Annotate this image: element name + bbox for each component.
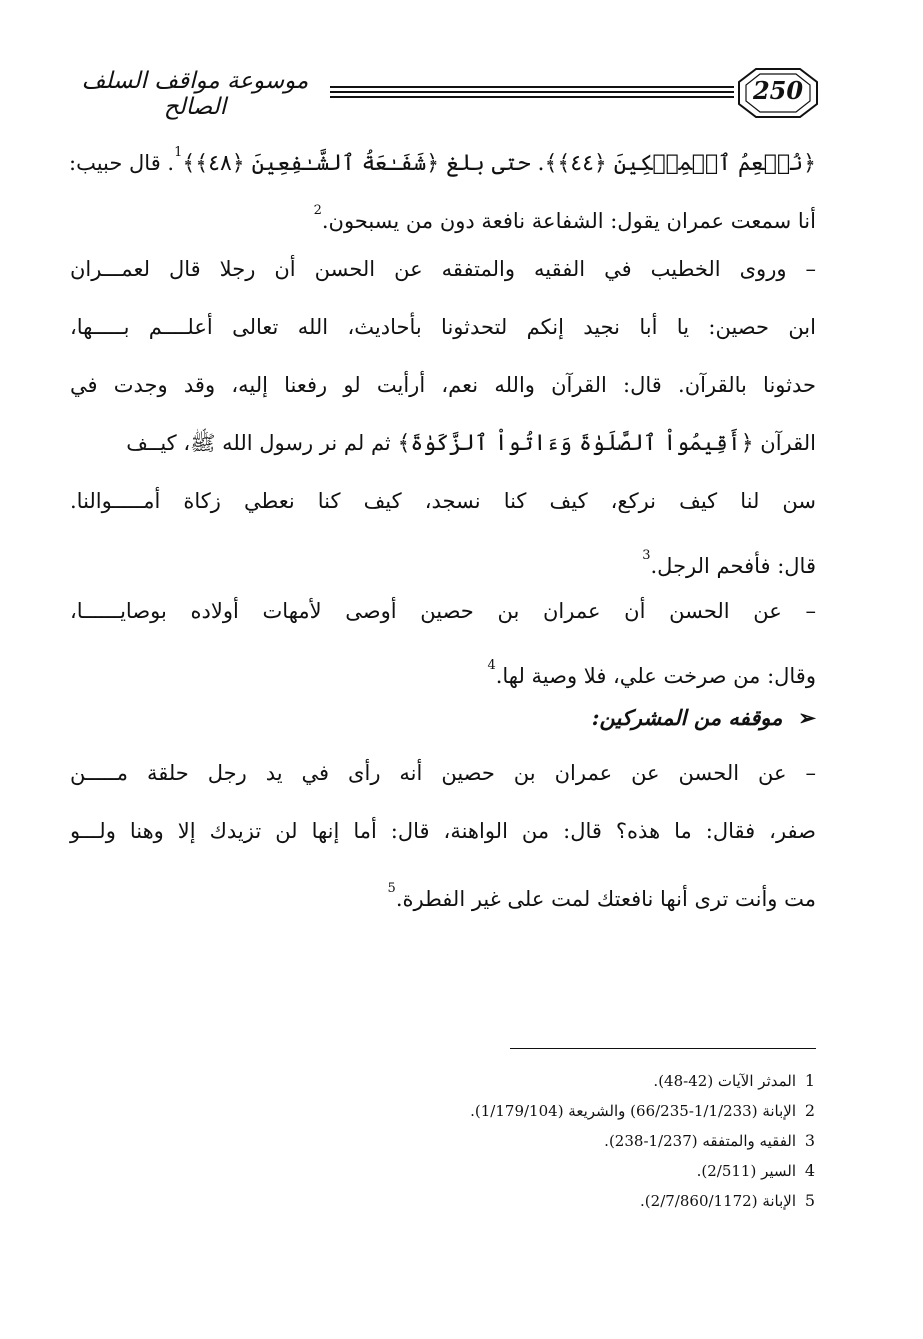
text-line bbox=[70, 182, 816, 240]
text-line bbox=[70, 414, 816, 472]
text-span: ثم لم نر رسول الله ﷺ، كيــف bbox=[126, 431, 391, 455]
section-heading bbox=[70, 692, 816, 744]
footnote-ref[interactable]: 4 bbox=[487, 658, 496, 673]
text-line: – عن الحسن أن عمران بن حصين أوصى لأمهات أولاده بوصايــــــا، bbox=[70, 599, 816, 623]
heading-text: موقفه من المشركين: bbox=[591, 705, 783, 730]
footnote-number: 4 bbox=[804, 1161, 815, 1180]
footnote-number: 3 bbox=[804, 1131, 815, 1150]
footnote-text: الفقيه والمتفقه (1/237-238). bbox=[604, 1132, 797, 1150]
main-text bbox=[70, 124, 816, 918]
running-title: موسوعة مواقف السلف الصالح bbox=[81, 68, 309, 120]
header-rule bbox=[330, 86, 734, 88]
footnote-text: السير (2/511). bbox=[696, 1162, 797, 1180]
footnotes bbox=[300, 1066, 815, 1216]
footnote-ref[interactable]: 2 bbox=[313, 203, 322, 218]
text-line: سن لنا كيف نركع، كيف كنا نسجد، كيف كنا نعطي زكاة أمـــــوالنا. bbox=[70, 489, 816, 513]
header-rule bbox=[330, 96, 734, 98]
text-line bbox=[70, 860, 816, 918]
text-line: – عن الحسن عن عمران بن حصين أنه رأى في يد رجل حلقة مـــــن bbox=[70, 761, 816, 785]
footnote bbox=[300, 1186, 815, 1216]
quran-verse: ﴿نُطۡعِمُ ٱلۡمِسۡكِينَ ﴿٤٤﴾﴾. حتى بلغ ﴿شَفَـٰعَةُ ٱلشَّـٰفِعِينَ ﴿٤٨﴾﴾ bbox=[182, 151, 816, 176]
footnote-ref[interactable]: 1 bbox=[174, 145, 183, 160]
text-span: وقال: من صرخت علي، فلا وصية لها. bbox=[495, 664, 816, 688]
footnote bbox=[300, 1126, 815, 1156]
footnote-ref[interactable]: 3 bbox=[642, 548, 651, 563]
footnote bbox=[300, 1066, 815, 1096]
footnote-text: الإبانة (2/7/860/1172). bbox=[640, 1192, 797, 1210]
quran-verse: ﴿أَقِيمُواْ ٱلصَّلَوٰةَ وَءَاتُواْ ٱلزَّكَوٰةَ﴾ bbox=[397, 431, 754, 456]
text-line bbox=[70, 124, 816, 182]
page-number-ornament bbox=[736, 66, 820, 120]
footnote-number: 5 bbox=[804, 1191, 815, 1210]
arrow-bullet-icon: ➢ bbox=[798, 705, 816, 730]
text-span: أنا سمعت عمران يقول: الشفاعة نافعة دون من يسبحون. bbox=[321, 209, 816, 233]
page-number: 250 bbox=[752, 76, 804, 105]
footnote-separator bbox=[510, 1048, 816, 1049]
footnote-number: 1 bbox=[804, 1071, 815, 1090]
text-line: – وروى الخطيب في الفقيه والمتفقه عن الحسن أن رجلا قال لعمـــران bbox=[70, 257, 816, 281]
text-line bbox=[70, 530, 816, 582]
footnote bbox=[300, 1156, 815, 1186]
footnote-text: المدثر الآيات (42-48). bbox=[653, 1072, 797, 1090]
text-span: قال: فأفحم الرجل. bbox=[650, 554, 816, 578]
header-rule bbox=[330, 91, 734, 93]
text-span: القرآن bbox=[760, 431, 816, 455]
text-line bbox=[70, 640, 816, 692]
footnote bbox=[300, 1096, 815, 1126]
text-line: صفر، فقال: ما هذه؟ قال: من الواهنة، قال: أما إنها لن تزيدك إلا وهنا ولـــو bbox=[70, 819, 816, 843]
footnote-text: الإبانة (1/1/233-66/235) والشريعة (1/179/104). bbox=[470, 1102, 797, 1120]
text-line: ابن حصين: يا أبا نجيد إنكم لتحدثونا بأحاديث، الله تعالى أعلــــم بـــــها، bbox=[70, 315, 816, 339]
footnote-number: 2 bbox=[804, 1101, 815, 1120]
text-span: مت وأنت ترى أنها نافعتك لمت على غير الفطرة. bbox=[395, 887, 816, 911]
footnote-ref[interactable]: 5 bbox=[387, 881, 396, 896]
text-line: حدثونا بالقرآن. قال: القرآن والله نعم، أرأيت لو رفعنا إليه، وقد وجدت في bbox=[70, 373, 816, 397]
page-header bbox=[60, 66, 820, 120]
text-span: . قال حبيب: bbox=[69, 151, 175, 175]
